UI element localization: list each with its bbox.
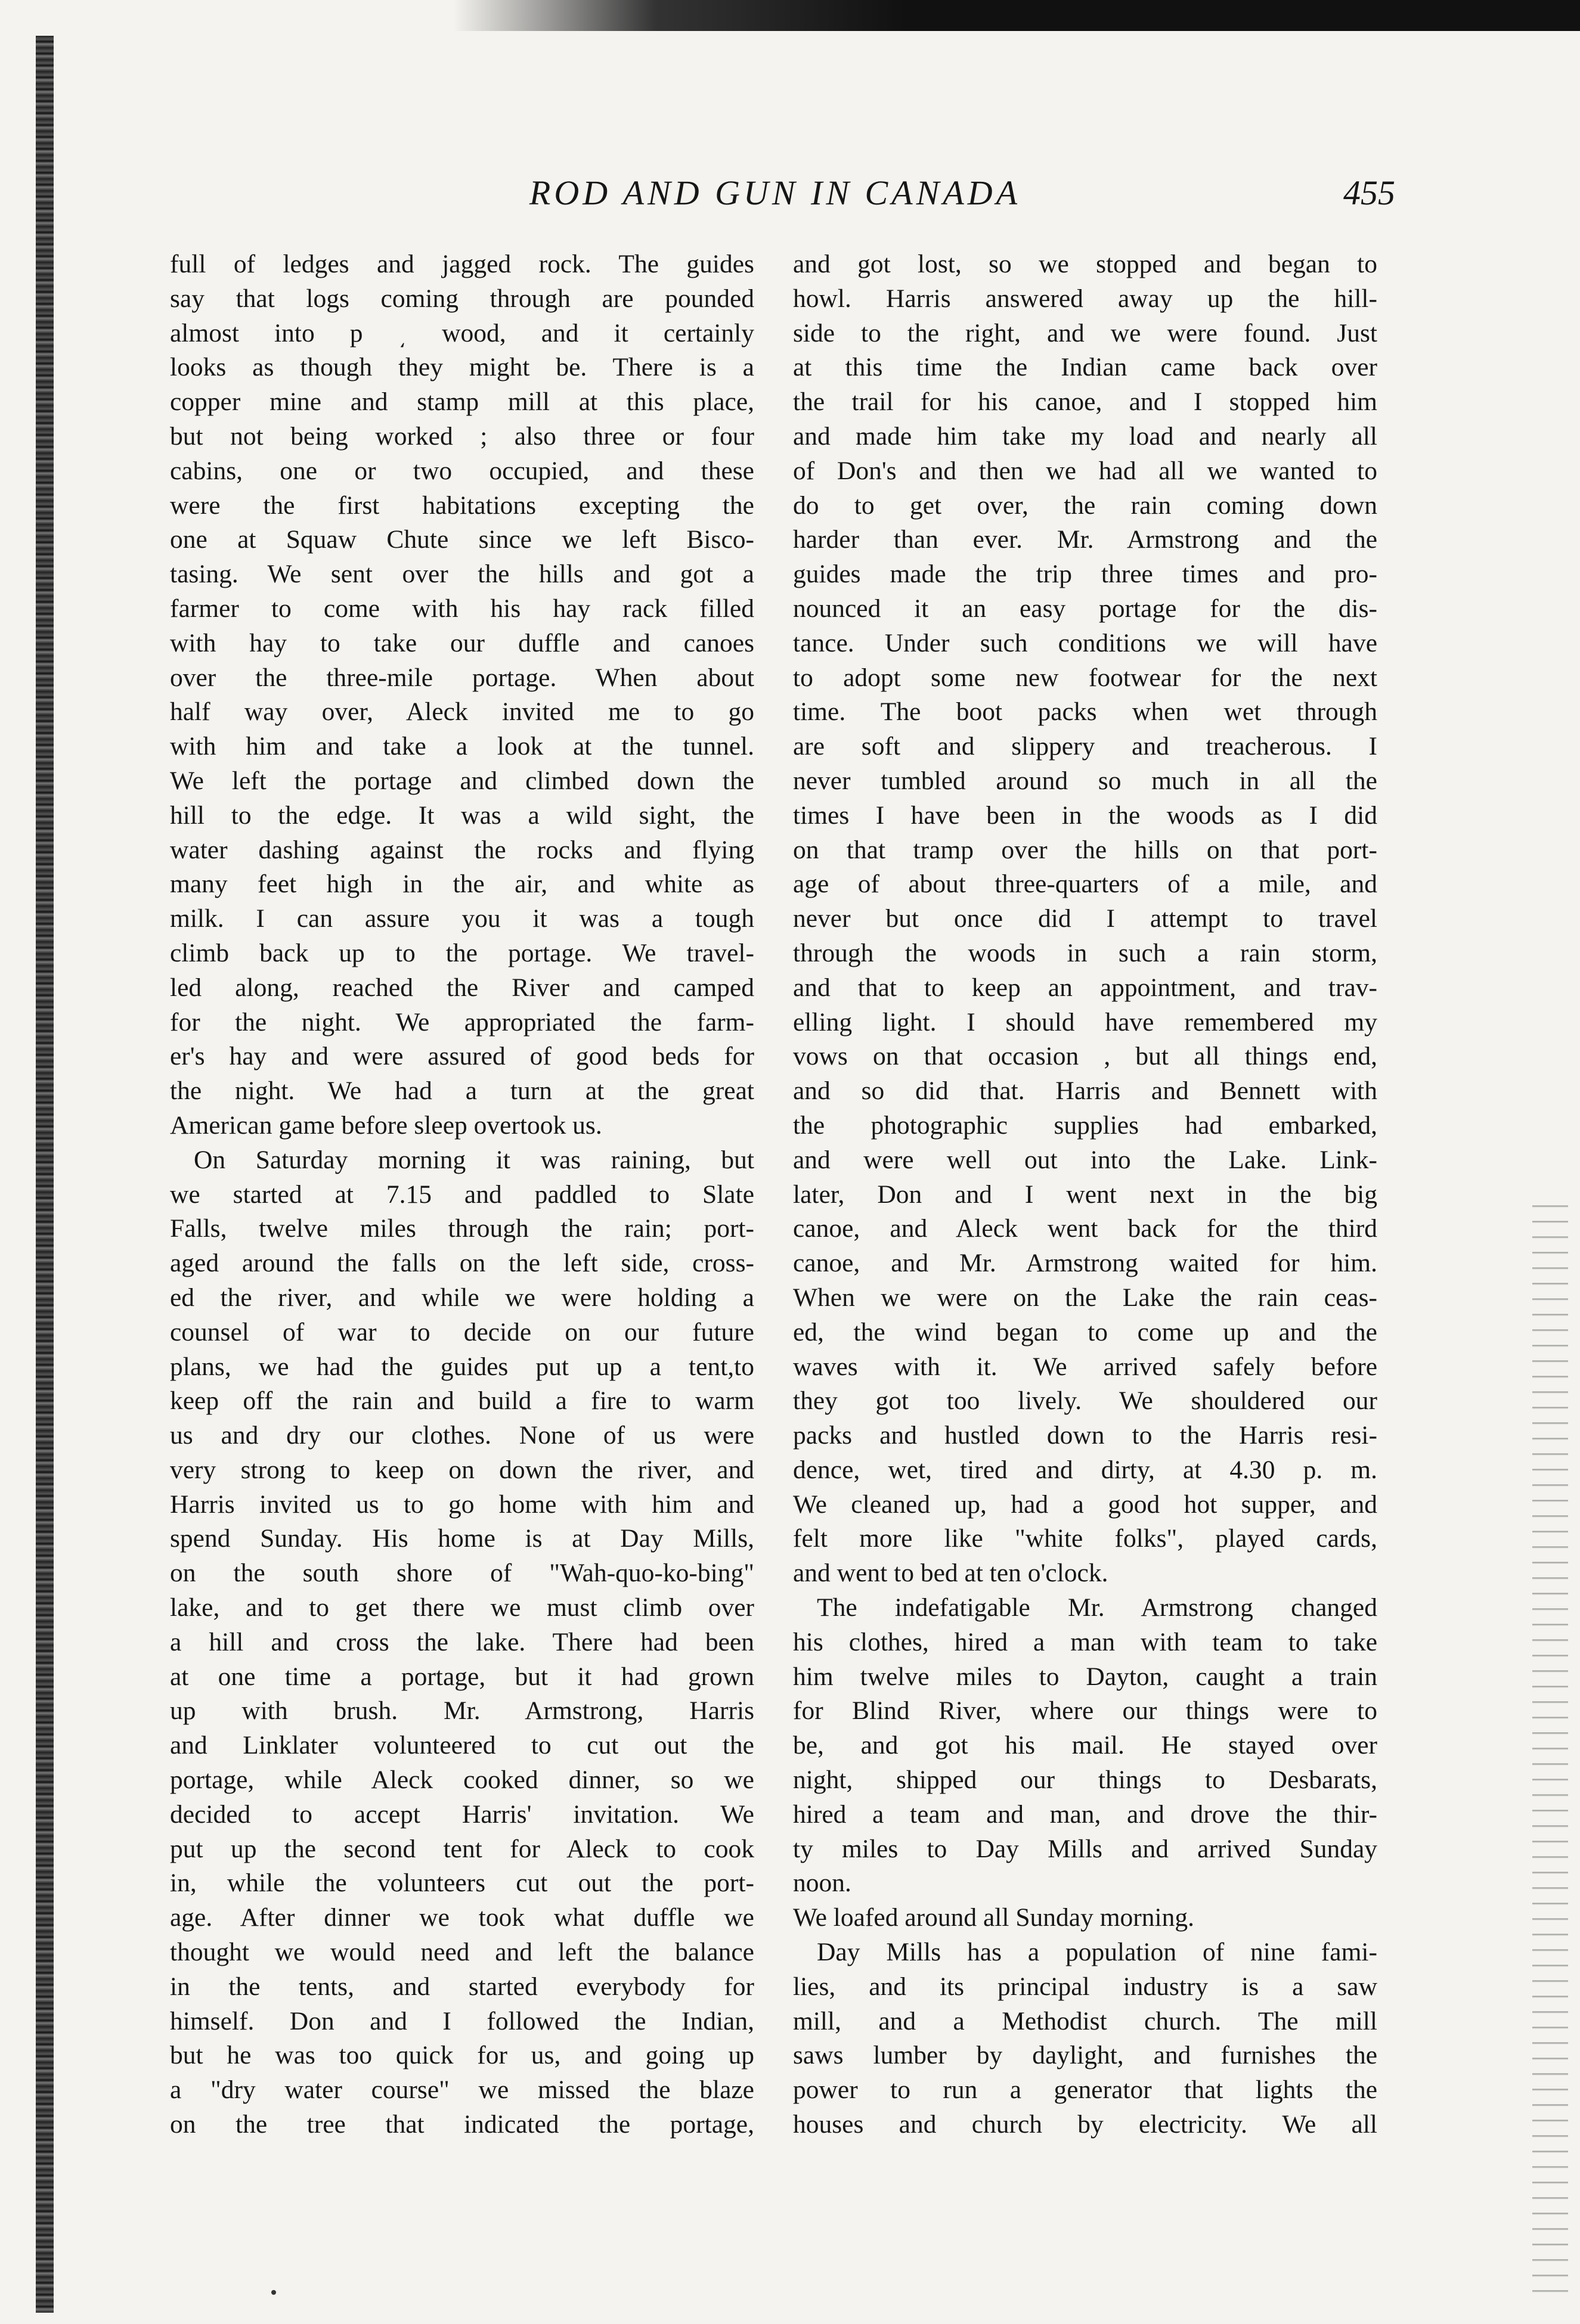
- text-line: counsel of war to decide on our future: [170, 1317, 754, 1346]
- text-line: canoe, and Mr. Armstrong waited for him.: [793, 1249, 1377, 1278]
- text-line: many feet high in the air, and white as: [170, 870, 754, 899]
- text-line: his clothes, hired a man with team to take: [793, 1627, 1377, 1656]
- text-line: elling light. I should have remembered my: [793, 1007, 1377, 1037]
- text-line: but he was too quick for us, and going up: [170, 2041, 754, 2070]
- text-line: up with brush. Mr. Armstrong, Harris: [170, 1696, 754, 1726]
- text-line: ed, the wind began to come up and the: [793, 1317, 1377, 1346]
- text-line: and so did that. Harris and Bennett with: [793, 1076, 1377, 1106]
- text-line: him twelve miles to Dayton, caught a train: [793, 1662, 1377, 1691]
- text-line: Day Mills has a population of nine fami-: [817, 1938, 1377, 1967]
- text-line: We loafed around all Sunday morning.: [793, 1903, 1194, 1932]
- text-line: do to get over, the rain coming down: [793, 491, 1377, 520]
- text-line: over the three-mile portage. When about: [170, 663, 754, 692]
- text-line: himself. Don and I followed the Indian,: [170, 2006, 754, 2036]
- text-line: canoe, and Aleck went back for the third: [793, 1214, 1377, 1243]
- text-line: American game before sleep overtook us.: [170, 1110, 602, 1140]
- text-line: are soft and slippery and treacherous. I: [793, 732, 1377, 761]
- text-line: spend Sunday. His home is at Day Mills,: [170, 1524, 754, 1553]
- text-line: age of about three-quarters of a mile, and: [793, 870, 1377, 899]
- text-line: on the south shore of "Wah-quo-ko-bing": [170, 1559, 754, 1588]
- text-line: climb back up to the portage. We travel-: [170, 938, 754, 967]
- text-line: and made him take my load and nearly all: [793, 421, 1377, 451]
- text-line: hill to the edge. It was a wild sight, the: [170, 800, 754, 830]
- text-line: thought we would need and left the balance: [170, 1938, 754, 1967]
- text-line: portage, while Aleck cooked dinner, so we: [170, 1766, 754, 1795]
- text-line: on that tramp over the hills on that port-: [793, 835, 1377, 864]
- scan-binding-edge: [36, 36, 54, 2313]
- text-line: to adopt some new footwear for the next: [793, 663, 1377, 692]
- text-line: packs and hustled down to the Harris resi-: [793, 1421, 1377, 1450]
- text-line: be, and got his mail. He stayed over: [793, 1731, 1377, 1760]
- text-line: time. The boot packs when wet through: [793, 697, 1377, 727]
- text-line: we started at 7.15 and paddled to Slate: [170, 1180, 754, 1209]
- text-line: We left the portage and climbed down the: [170, 766, 754, 795]
- text-line: the night. We had a turn at the great: [170, 1076, 754, 1106]
- text-line: lake, and to get there we must climb over: [170, 1593, 754, 1622]
- text-line: in, while the volunteers cut out the port-: [170, 1869, 754, 1898]
- running-title: ROD AND GUN IN CANADA: [529, 173, 1021, 212]
- text-line: never but once did I attempt to travel: [793, 904, 1377, 933]
- text-line: a "dry water course" we missed the blaze: [170, 2075, 754, 2105]
- scan-noise: [1532, 1192, 1568, 2295]
- text-line: er's hay and were assured of good beds for: [170, 1042, 754, 1071]
- text-line: never tumbled around so much in all the: [793, 766, 1377, 795]
- text-line: through the woods in such a rain storm,: [793, 938, 1377, 967]
- text-line: very strong to keep on down the river, and: [170, 1455, 754, 1484]
- text-line: felt more like "white folks", played cards,: [793, 1524, 1377, 1553]
- text-line: power to run a generator that lights the: [793, 2075, 1377, 2105]
- text-line: for Blind River, where our things were to: [793, 1696, 1377, 1726]
- text-line: one at Squaw Chute since we left Bisco-: [170, 525, 754, 554]
- text-line: We cleaned up, had a good hot supper, and: [793, 1490, 1377, 1519]
- text-line: ty miles to Day Mills and arrived Sunday: [793, 1834, 1377, 1863]
- text-line: of Don's and then we had all we wanted to: [793, 456, 1377, 485]
- text-line: but not being worked ; also three or four: [170, 421, 754, 451]
- text-line: night, shipped our things to Desbarats,: [793, 1766, 1377, 1795]
- text-line: The indefatigable Mr. Armstrong changed: [817, 1593, 1377, 1622]
- text-line: guides made the trip three times and pro-: [793, 560, 1377, 589]
- text-line: houses and church by electricity. We all: [793, 2110, 1377, 2139]
- text-line: and went to bed at ten o'clock.: [793, 1559, 1108, 1588]
- text-line: tasing. We sent over the hills and got a: [170, 560, 754, 589]
- text-line: half way over, Aleck invited me to go: [170, 697, 754, 727]
- page-number: 455: [1343, 173, 1395, 212]
- text-line: keep off the rain and build a fire to warm: [170, 1386, 754, 1416]
- text-line: ed the river, and while we were holding a: [170, 1283, 754, 1312]
- text-line: with hay to take our duffle and canoes: [170, 628, 754, 657]
- text-line: later, Don and I went next in the big: [793, 1180, 1377, 1209]
- text-line: decided to accept Harris' invitation. We: [170, 1799, 754, 1829]
- text-line: age. After dinner we took what duffle we: [170, 1903, 754, 1932]
- text-line: noon.: [793, 1869, 851, 1898]
- text-line: at this time the Indian came back over: [793, 353, 1377, 382]
- text-line: Harris invited us to go home with him and: [170, 1490, 754, 1519]
- text-line: howl. Harris answered away up the hill-: [793, 284, 1377, 313]
- text-line: waves with it. We arrived safely before: [793, 1352, 1377, 1381]
- text-line: dence, wet, tired and dirty, at 4.30 p. m.: [793, 1455, 1377, 1484]
- text-line: On Saturday morning it was raining, but: [194, 1145, 754, 1174]
- text-line: milk. I can assure you it was a tough: [170, 904, 754, 933]
- text-line: on the tree that indicated the portage,: [170, 2110, 754, 2139]
- text-line: mill, and a Methodist church. The mill: [793, 2006, 1377, 2036]
- text-line: looks as though they might be. There is a: [170, 353, 754, 382]
- text-line: at one time a portage, but it had grown: [170, 1662, 754, 1691]
- text-line: and got lost, so we stopped and began to: [793, 250, 1377, 278]
- left-text-column: [170, 247, 754, 2142]
- text-line: almost into p ͵ wood, and it certainly: [170, 318, 754, 347]
- text-line: plans, we had the guides put up a tent,to: [170, 1352, 754, 1381]
- text-line: farmer to come with his hay rack filled: [170, 594, 754, 623]
- text-line: tance. Under such conditions we will have: [793, 628, 1377, 657]
- top-border-rule: [453, 0, 1580, 31]
- ink-speck: [271, 2290, 276, 2295]
- text-line: aged around the falls on the left side, cross-: [170, 1249, 754, 1278]
- text-line: a hill and cross the lake. There had been: [170, 1627, 754, 1656]
- text-line: and that to keep an appointment, and trav-: [793, 973, 1377, 1002]
- text-line: full of ledges and jagged rock. The guides: [170, 250, 754, 278]
- text-line: for the night. We appropriated the farm-: [170, 1007, 754, 1037]
- text-line: in the tents, and started everybody for: [170, 1972, 754, 2001]
- text-line: and Linklater volunteered to cut out the: [170, 1731, 754, 1760]
- text-line: times I have been in the woods as I did: [793, 800, 1377, 830]
- text-line: When we were on the Lake the rain ceas-: [793, 1283, 1377, 1312]
- text-line: lies, and its principal industry is a saw: [793, 1972, 1377, 2001]
- text-line: harder than ever. Mr. Armstrong and the: [793, 525, 1377, 554]
- text-line: and were well out into the Lake. Link-: [793, 1145, 1377, 1174]
- text-line: cabins, one or two occupied, and these: [170, 456, 754, 485]
- text-line: side to the right, and we were found. Just: [793, 318, 1377, 347]
- text-line: put up the second tent for Aleck to cook: [170, 1834, 754, 1863]
- text-line: Falls, twelve miles through the rain; port-: [170, 1214, 754, 1243]
- text-line: hired a team and man, and drove the thir-: [793, 1799, 1377, 1829]
- text-line: with him and take a look at the tunnel.: [170, 732, 754, 761]
- text-line: copper mine and stamp mill at this place,: [170, 387, 754, 417]
- text-line: they got too lively. We shouldered our: [793, 1386, 1377, 1416]
- text-line: the trail for his canoe, and I stopped him: [793, 387, 1377, 417]
- text-line: were the first habitations excepting the: [170, 491, 754, 520]
- text-line: say that logs coming through are pounded: [170, 284, 754, 313]
- text-line: the photographic supplies had embarked,: [793, 1110, 1377, 1140]
- text-line: nounced it an easy portage for the dis-: [793, 594, 1377, 623]
- text-line: water dashing against the rocks and flying: [170, 835, 754, 864]
- right-text-column: [793, 247, 1377, 2142]
- text-line: us and dry our clothes. None of us were: [170, 1421, 754, 1450]
- text-line: led along, reached the River and camped: [170, 973, 754, 1002]
- text-line: vows on that occasion , but all things end,: [793, 1042, 1377, 1071]
- text-line: saws lumber by daylight, and furnishes the: [793, 2041, 1377, 2070]
